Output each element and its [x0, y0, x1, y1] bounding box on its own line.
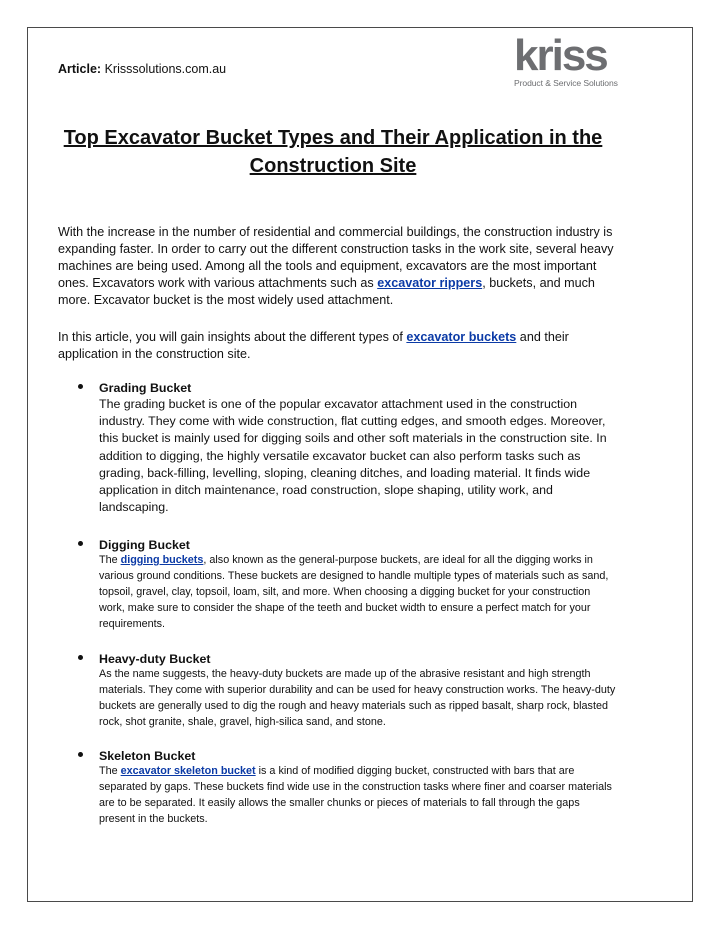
digging-buckets-link[interactable]: digging buckets	[120, 554, 204, 566]
section-heading: Skeleton Bucket	[99, 749, 196, 763]
section-text-start: The	[99, 554, 121, 566]
section-text: As the name suggests, the heavy-duty buckets are made up of the abrasive resistant and high strength materials. They come with superior durability and can be used for heavy construction works. The heavy-duty buckets are generally used to dig the rough and heavy materials such as ripped basalt, sharp rock, blasted rock, shot granite, shale, gravel, high-silica sand, and stone.	[99, 668, 616, 728]
section-heavy-duty-bucket	[58, 651, 618, 731]
section-heading: Heavy-duty Bucket	[99, 652, 211, 666]
bullet-icon	[78, 752, 83, 757]
intro-p1-tail: , buckets, and much more. Excavator bucket is the most widely used attachment.	[58, 276, 595, 307]
intro-p1-text: With the increase in the number of residential and commercial buildings, the construction industry is expanding faster. In order to carry out the different construction tasks in the work site, several heavy machines are being used. Among all the tools and equipment, excavators are the most important ones. Excavators work with various attachments such as	[58, 225, 614, 290]
kriss-logo	[514, 31, 624, 106]
intro-p2-text: In this article, you will gain insights about the different types of	[58, 330, 407, 344]
document-title: Top Excavator Bucket Types and Their Application in the Construction Site	[63, 127, 603, 177]
article-label: Article:	[58, 62, 102, 76]
section-text-rest: is a kind of modified digging bucket, constructed with bars that are separated by gaps. These buckets find wide use in the construction tasks where finer and coarser materials are to be separated. It easily allows the smaller chunks or pieces of materials to fall through the gaps present in the buckets.	[99, 765, 612, 825]
section-text	[99, 764, 618, 828]
section-heading: Digging Bucket	[99, 538, 190, 552]
excavator-buckets-link[interactable]: excavator buckets	[406, 330, 517, 344]
intro-paragraph-2	[58, 329, 614, 363]
bullet-icon	[78, 655, 83, 660]
article-source: Krisssolutions.com.au	[104, 62, 227, 76]
bullet-icon	[78, 384, 83, 389]
logo-wordmark: kriss	[514, 31, 607, 80]
intro-paragraph-1	[58, 224, 614, 309]
article-source-line	[58, 62, 226, 76]
section-heading: Grading Bucket	[99, 381, 192, 395]
section-text	[99, 553, 618, 633]
section-text-rest: , also known as the general-purpose buckets, are ideal for all the digging works in various ground conditions. These buckets are designed to handle multiple types of materials such as sand, topsoil, gravel, clay, topsoil, loam, silt, and more. When choosing a digging bucket for your construction work, make sure to consider the shape of the teeth and bucket width to ensure a perfect match for your requirements.	[99, 554, 609, 630]
section-skeleton-bucket	[58, 748, 618, 828]
section-digging-bucket	[58, 537, 618, 633]
excavator-skeleton-bucket-link[interactable]: excavator skeleton bucket	[120, 765, 256, 777]
excavator-rippers-link[interactable]: excavator rippers	[377, 276, 483, 290]
section-text-start: The	[99, 765, 121, 777]
logo-tagline: Product & Service Solutions	[514, 78, 618, 88]
section-grading-bucket	[58, 380, 618, 516]
section-text: The grading bucket is one of the popular excavator attachment used in the construction industry. They come with wide construction, flat cutting edges, and smooth edges. Moreover, this bucket is mainly used for digging soils and other soft materials in the construction site. In addition to digging, the highly versatile excavator bucket can also perform tasks such as grading, back-filling, levelling, sloping, cleaning ditches, and loading material. It finds wide application in ditch maintenance, road construction, slope shaping, utility work, and landscaping.	[99, 397, 607, 515]
intro-p2-tail: and their application in the construction site.	[58, 330, 569, 361]
bullet-icon	[78, 541, 83, 546]
